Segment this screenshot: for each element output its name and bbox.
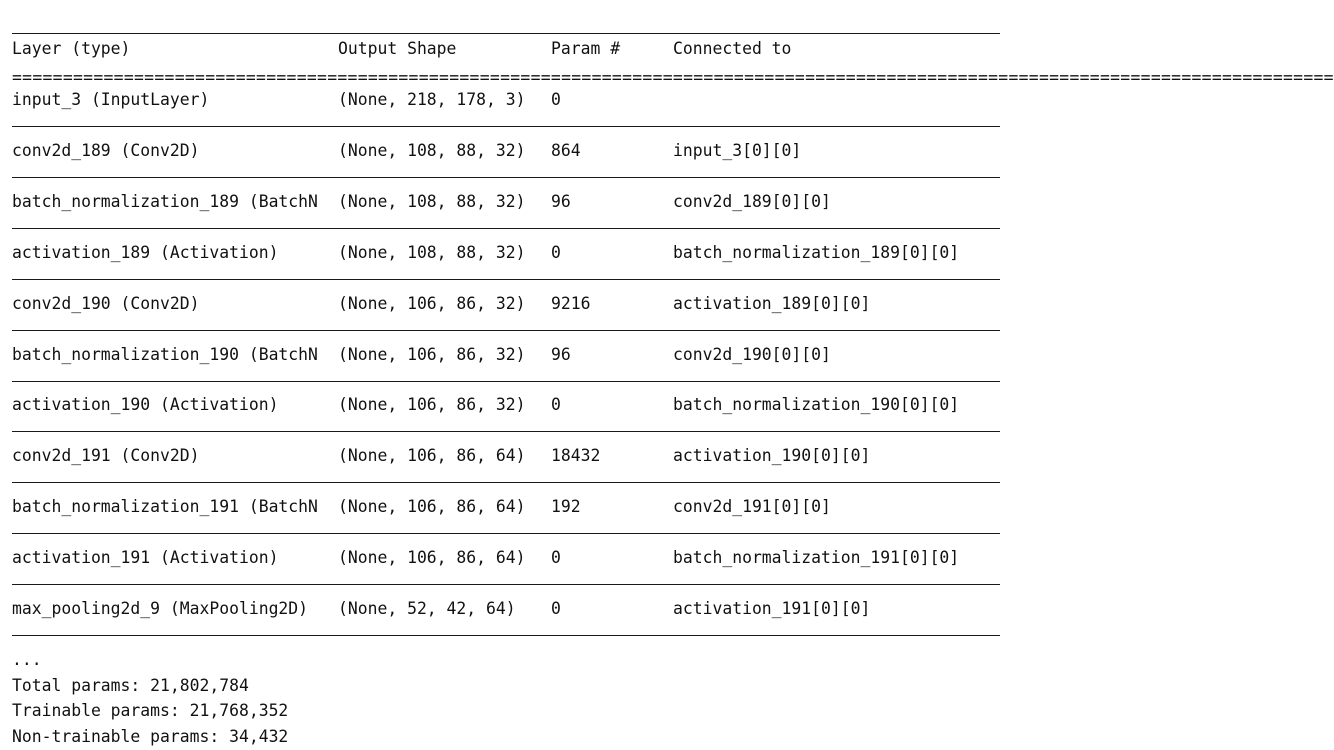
ellipsis: ...: [12, 650, 42, 669]
cell-layer: conv2d_189 (Conv2D): [12, 140, 200, 160]
cell-param-count: 96: [551, 191, 571, 211]
row-separator: [12, 228, 1000, 229]
cell-layer: activation_191 (Activation): [12, 548, 279, 568]
cell-output-shape: (None, 108, 88, 32): [338, 191, 526, 211]
cell-layer: input_3 (InputLayer): [12, 90, 210, 109]
cell-param-count: 18432: [551, 446, 601, 466]
cell-layer: conv2d_191 (Conv2D): [12, 446, 200, 466]
cell-connected-to: activation_190[0][0]: [673, 446, 871, 466]
cell-layer: batch_normalization_191 (BatchN: [12, 497, 318, 517]
cell-output-shape: (None, 106, 86, 64): [338, 446, 526, 466]
row-separator: [12, 635, 1000, 636]
cell-param-count: 96: [551, 344, 571, 364]
header-connected-to: Connected to: [673, 39, 792, 58]
top-rule: [12, 33, 1000, 34]
cell-layer: conv2d_190 (Conv2D): [12, 293, 200, 313]
row-separator: [12, 126, 1000, 127]
header-param-count: Param #: [551, 39, 621, 58]
cell-layer: max_pooling2d_9 (MaxPooling2D): [12, 599, 309, 618]
cell-param-count: 0: [551, 242, 561, 262]
cell-param-count: 0: [551, 548, 561, 568]
row-separator: [12, 533, 1000, 534]
cell-output-shape: (None, 106, 86, 64): [338, 548, 526, 568]
cell-output-shape: (None, 108, 88, 32): [338, 242, 526, 262]
cell-connected-to: conv2d_190[0][0]: [673, 344, 831, 364]
cell-param-count: 0: [551, 395, 561, 415]
cell-connected-to: batch_normalization_191[0][0]: [673, 548, 960, 568]
row-separator: [12, 279, 1000, 280]
cell-output-shape: (None, 218, 178, 3): [338, 90, 526, 109]
cell-connected-to: batch_normalization_190[0][0]: [673, 395, 960, 415]
header-layer-type: Layer (type): [12, 39, 131, 58]
cell-param-count: 9216: [551, 293, 591, 313]
row-separator: [12, 177, 1000, 178]
cell-param-count: 192: [551, 497, 581, 517]
header-output-shape: Output Shape: [338, 39, 457, 58]
non-trainable-params: Non-trainable params: 34,432: [12, 727, 289, 746]
row-separator: [12, 482, 1000, 483]
row-separator: [12, 330, 1000, 331]
cell-param-count: 0: [551, 599, 561, 618]
cell-connected-to: activation_191[0][0]: [673, 599, 871, 618]
cell-output-shape: (None, 52, 42, 64): [338, 599, 516, 618]
cell-param-count: 864: [551, 140, 581, 160]
cell-output-shape: (None, 106, 86, 64): [338, 497, 526, 517]
cell-connected-to: activation_189[0][0]: [673, 293, 871, 313]
cell-layer: batch_normalization_189 (BatchN: [12, 191, 318, 211]
row-separator: [12, 431, 1000, 432]
cell-connected-to: conv2d_189[0][0]: [673, 191, 831, 211]
cell-layer: activation_189 (Activation): [12, 242, 279, 262]
cell-param-count: 0: [551, 90, 561, 109]
header-double-rule: ==================================================================================================================================: [12, 68, 1334, 87]
cell-output-shape: (None, 108, 88, 32): [338, 140, 526, 160]
cell-connected-to: batch_normalization_189[0][0]: [673, 242, 960, 262]
cell-output-shape: (None, 106, 86, 32): [338, 293, 526, 313]
row-separator: [12, 381, 1000, 382]
cell-layer: activation_190 (Activation): [12, 395, 279, 415]
cell-connected-to: input_3[0][0]: [673, 140, 802, 160]
total-params: Total params: 21,802,784: [12, 676, 249, 695]
trainable-params: Trainable params: 21,768,352: [12, 701, 289, 720]
cell-output-shape: (None, 106, 86, 32): [338, 344, 526, 364]
cell-output-shape: (None, 106, 86, 32): [338, 395, 526, 415]
cell-layer: batch_normalization_190 (BatchN: [12, 344, 318, 364]
row-separator: [12, 584, 1000, 585]
cell-connected-to: conv2d_191[0][0]: [673, 497, 831, 517]
